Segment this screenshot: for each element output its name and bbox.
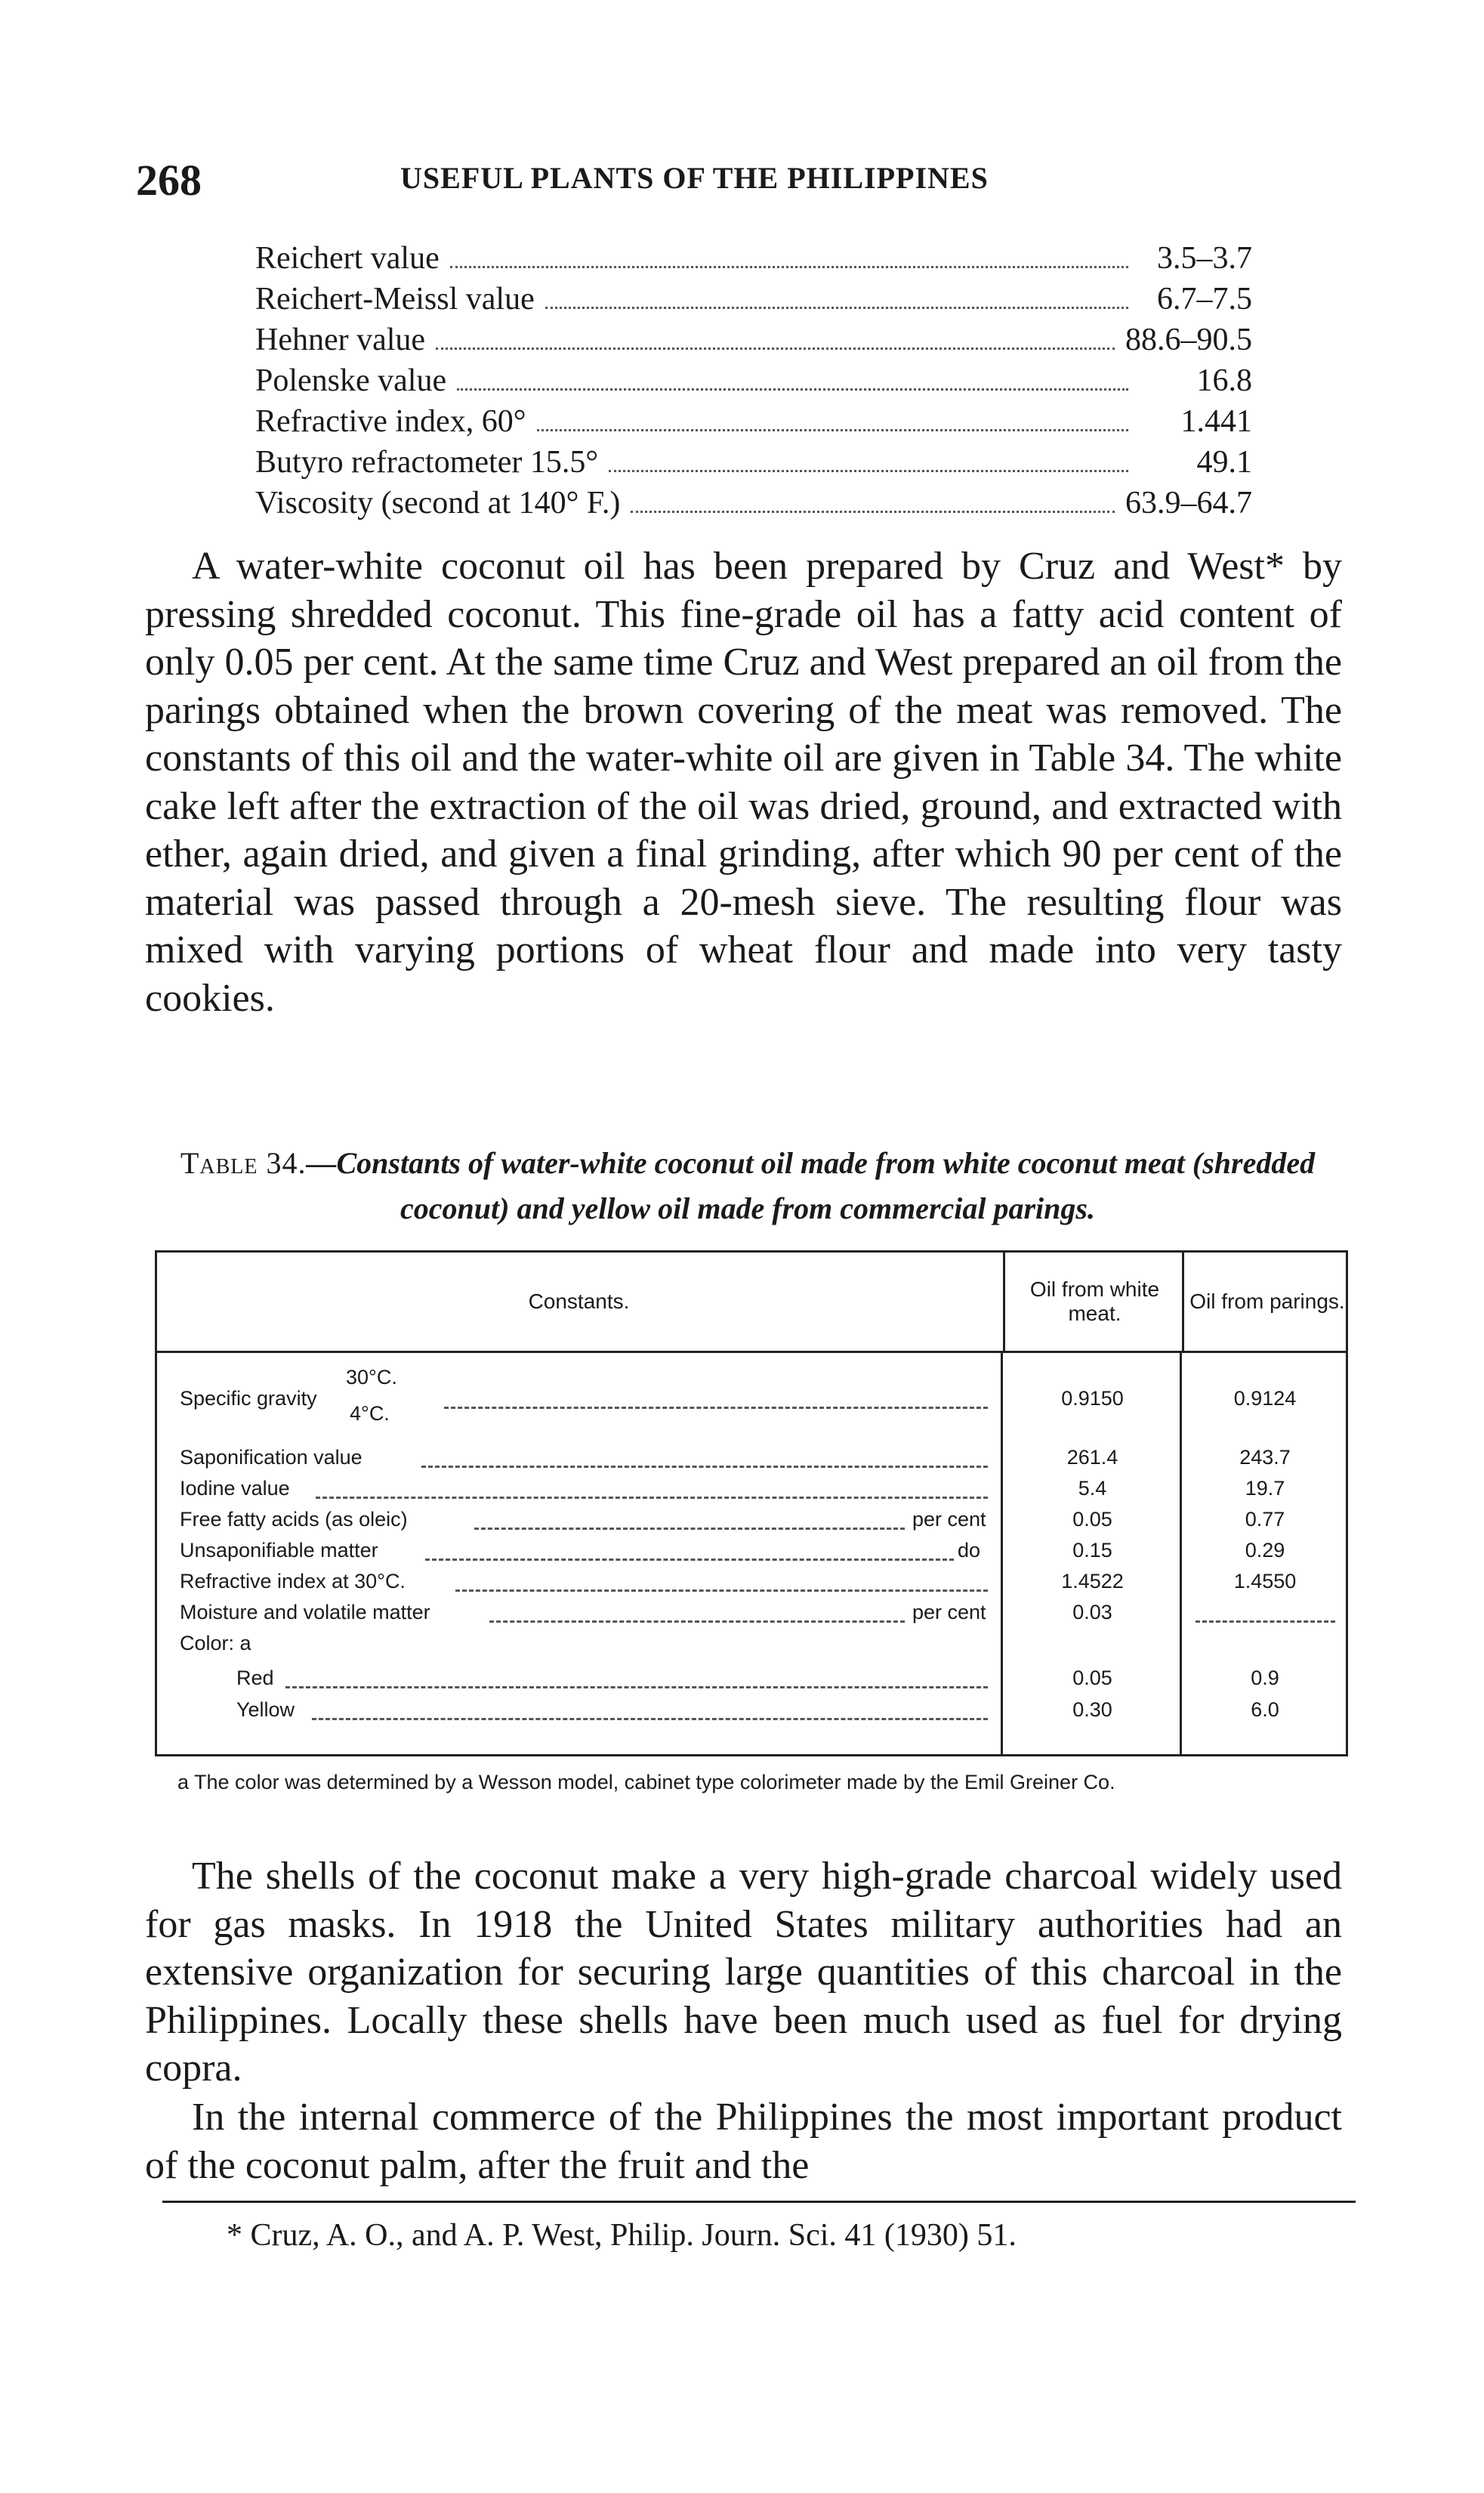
cell-parings: 6.0: [1251, 1698, 1279, 1721]
constant-row: [255, 403, 1252, 444]
constant-label: Reichert value: [255, 241, 440, 276]
dot-leader: [545, 307, 1128, 309]
body-paragraph-1: A water-white coconut oil has been prepared by Cruz and West* by pressing shredded coconut. This fine-grade oil has a fatty acid content of only 0.05 per cent. At the same time Cruz and West prepared an oil from the parings obtained when the brown covering of the meat was removed. The constants of this oil and the water-white oil are given in Table 34. The white cake left after the extraction of the oil was dried, ground, and extracted with ether, again dried, and given a final grinding, after which 90 per cent of the material was passed through a 20-mesh sieve. The resulting flour was mixed with varying portions of wheat flour and made into very tasty cookies.: [145, 545, 1342, 1020]
cell-white-meat: 0.9150: [1061, 1387, 1124, 1410]
constant-value: 3.5–3.7: [1157, 241, 1252, 276]
cell-parings: 19.7: [1245, 1477, 1285, 1500]
row-unit: do: [958, 1539, 981, 1562]
constant-label: Reichert-Meissl value: [255, 282, 535, 317]
cell-parings: 1.4550: [1233, 1570, 1297, 1592]
constant-label: Polenske value: [255, 363, 447, 398]
constant-value: 16.8: [1196, 363, 1252, 398]
cell-parings: 0.29: [1245, 1539, 1285, 1562]
constant-value: 1.441: [1180, 404, 1252, 439]
constant-value: 63.9–64.7: [1125, 486, 1252, 521]
table-row-color: [157, 1632, 1346, 1662]
cell-white-meat: 0.30: [1072, 1698, 1112, 1721]
row-label: Refractive index at 30°C.: [180, 1570, 406, 1592]
dash-leader: [285, 1686, 988, 1688]
row-label: Iodine value: [180, 1477, 290, 1500]
table-row: [157, 1570, 1346, 1600]
constant-label: Butyro refractometer 15.5°: [255, 445, 599, 480]
dash-leader: [455, 1589, 988, 1592]
table-number: Table 34.: [180, 1146, 307, 1180]
dot-leader: [631, 511, 1115, 513]
dash-leader: [444, 1407, 988, 1409]
cell-parings: 243.7: [1239, 1446, 1291, 1469]
row-label: Specific gravity: [180, 1387, 317, 1410]
cell-white-meat: 0.05: [1072, 1508, 1112, 1531]
dot-leader: [436, 348, 1115, 350]
row-label: Yellow: [236, 1698, 295, 1721]
page-number: 268: [136, 156, 202, 205]
empty-cell-dashes: [1196, 1620, 1335, 1623]
table-footnote: a The color was determined by a Wesson model, cabinet type colorimeter made by the Emil Greiner Co.: [177, 1771, 1115, 1793]
dash-leader: [421, 1466, 988, 1468]
constant-value: 88.6–90.5: [1125, 323, 1252, 357]
body-paragraph-2: The shells of the coconut make a very high-grade charcoal widely used for gas masks. In 1918 the United States military authorities had an extensive organization for securing large quantities of this charcoal in the Philippines. Locally these shells have been much used as fuel for drying copra.: [145, 1855, 1342, 2090]
dash-leader: [312, 1718, 988, 1720]
constant-row: [255, 444, 1252, 485]
running-title: USEFUL PLANTS OF THE PHILIPPINES: [400, 161, 989, 195]
constant-row: [255, 322, 1252, 363]
table-row: [157, 1539, 1346, 1569]
dot-leader: [609, 470, 1128, 472]
row-label: Unsaponifiable matter: [180, 1539, 378, 1562]
table-row: [157, 1508, 1346, 1538]
dash-leader: [489, 1620, 905, 1623]
row-label: Saponification value: [180, 1446, 363, 1469]
constant-label: Hehner value: [255, 323, 426, 357]
constant-label: Viscosity (second at 140° F.): [255, 486, 621, 521]
table-row: [157, 1601, 1346, 1631]
table-row-specific-gravity: [157, 1387, 1346, 1417]
cell-white-meat: 0.03: [1072, 1601, 1112, 1623]
constant-value: 49.1: [1196, 445, 1252, 480]
cell-parings: 0.9124: [1233, 1387, 1297, 1410]
constant-label: Refractive index, 60°: [255, 404, 526, 439]
cell-white-meat: 1.4522: [1061, 1570, 1124, 1592]
table-caption: [155, 1141, 1341, 1231]
body-paragraph-3: In the internal commerce of the Philippines the most important product of the coconut palm, after the fruit and the: [145, 2096, 1342, 2187]
dash-leader: [474, 1528, 905, 1530]
gravity-denominator: 4°C.: [350, 1402, 390, 1425]
table-header-row: [157, 1253, 1346, 1353]
constants-table: [155, 1250, 1348, 1756]
constant-row: [255, 281, 1252, 322]
constant-row: [255, 240, 1252, 281]
page-footnote: * Cruz, A. O., and A. P. West, Philip. Journ. Sci. 41 (1930) 51.: [227, 2218, 1017, 2253]
row-label: Moisture and volatile matter: [180, 1601, 430, 1623]
constant-row: [255, 363, 1252, 403]
constants-list: [255, 240, 1252, 526]
column-header-white-meat: Oil from white meat.: [1003, 1253, 1184, 1351]
row-unit: per cent: [912, 1508, 986, 1531]
dot-leader: [537, 429, 1129, 431]
row-label: Free fatty acids (as oleic): [180, 1508, 408, 1531]
constant-row: [255, 485, 1252, 526]
table-row: [157, 1667, 1346, 1697]
table-row: [157, 1698, 1346, 1728]
cell-white-meat: 0.15: [1072, 1539, 1112, 1562]
constant-value: 6.7–7.5: [1157, 282, 1252, 317]
dash-leader: [425, 1559, 954, 1561]
column-header-constants: Constants.: [528, 1290, 630, 1313]
dot-leader: [457, 388, 1128, 391]
gravity-numerator: 30°C.: [346, 1366, 397, 1389]
dash-leader: [316, 1497, 988, 1499]
cell-parings: 0.9: [1251, 1667, 1279, 1689]
cell-white-meat: 261.4: [1066, 1446, 1118, 1469]
column-header-parings: Oil from parings.: [1182, 1253, 1350, 1351]
cell-parings: 0.77: [1245, 1508, 1285, 1531]
table-title: —Constants of water-white coconut oil made from white coconut meat (shredded coconut) and yellow oil made from commercial parings.: [306, 1146, 1316, 1225]
cell-white-meat: 0.05: [1072, 1667, 1112, 1689]
cell-white-meat: 5.4: [1078, 1477, 1107, 1500]
footnote-rule: [162, 2201, 1356, 2203]
table-row: [157, 1477, 1346, 1507]
row-label: Red: [236, 1667, 274, 1689]
dot-leader: [450, 266, 1128, 268]
table-row: [157, 1446, 1346, 1476]
row-unit: per cent: [912, 1601, 986, 1623]
row-label: Color: a: [180, 1632, 251, 1654]
